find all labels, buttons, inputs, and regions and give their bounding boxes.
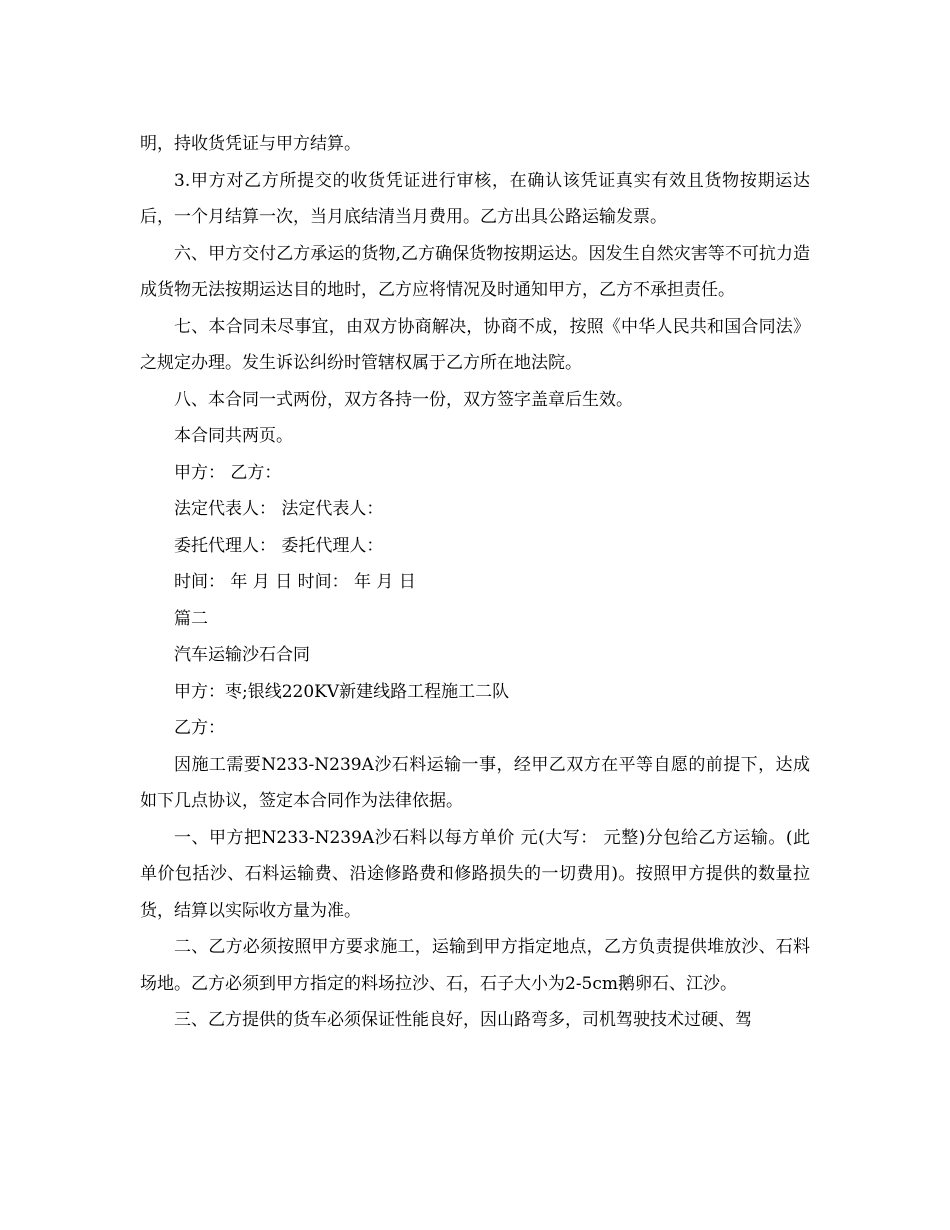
paragraph-clause-eight: 八、本合同一式两份，双方各持一份，双方签字盖章后生效。 [174, 389, 633, 410]
paragraph-clause-three: 三、乙方提供的货车必须保证性能良好，因山路弯多，司机驾驶技术过硬、驾 [174, 1010, 752, 1030]
signature-parties: 甲方： 乙方： [174, 462, 282, 483]
paragraph-page-count: 本合同共两页。 [174, 426, 293, 446]
party-b-line: 乙方： [174, 718, 225, 738]
signature-legal-representatives: 法定代表人： 法定代表人： [174, 499, 384, 519]
paragraph-clause-3-review: 3.甲方对乙方所提交的收货凭证进行审核，在确认该凭证真实有效且货物按期运达后，一个月结算一次，当月底结清当月费用。乙方出具公路运输发票。 [140, 170, 810, 227]
contract-title: 汽车运输沙石合同 [174, 645, 310, 665]
paragraph-clause-two: 二、乙方必须按照甲方要求施工，运输到甲方指定地点，乙方负责提供堆放沙、石料场地。乙方必须到甲方指定的料场拉沙、石，石子大小为2-5cm鹅卵石、江沙。 [140, 937, 810, 994]
paragraph-clause-seven: 七、本合同未尽事宜，由双方协商解决，协商不成，按照《中华人民共和国合同法》之规定办理。发生诉讼纠纷时管辖权属于乙方所在地法院。 [140, 316, 810, 373]
signature-agents: 委托代理人： 委托代理人： [174, 535, 384, 556]
paragraph-settlement-continued: 明，持收货凭证与甲方结算。 [140, 134, 361, 154]
party-a-line: 甲方：枣;银线220KV新建线路工程施工二队 [174, 681, 510, 702]
paragraph-clause-one: 一、甲方把N233-N239A沙石料以每方单价 元(大写： 元整)分包给乙方运输。(此单价包括沙、石料运输费、沿途修路费和修路损失的一切费用)。按照甲方提供的数量拉货，结算以实际收方量为准。 [140, 827, 810, 921]
paragraph-clause-six: 六、甲方交付乙方承运的货物,乙方确保货物按期运达。因发生自然灾害等不可抗力造成货物无法按期运达目的地时，乙方应将情况及时通知甲方，乙方不承担责任。 [140, 243, 810, 300]
section-heading-part-two: 篇二 [174, 608, 208, 629]
signature-dates: 时间： 年 月 日 时间： 年 月 日 [174, 572, 416, 592]
paragraph-preamble: 因施工需要N233-N239A沙石料运输一事，经甲乙双方在平等自愿的前提下，达成如下几点协议，签定本合同作为法律依据。 [140, 754, 810, 811]
